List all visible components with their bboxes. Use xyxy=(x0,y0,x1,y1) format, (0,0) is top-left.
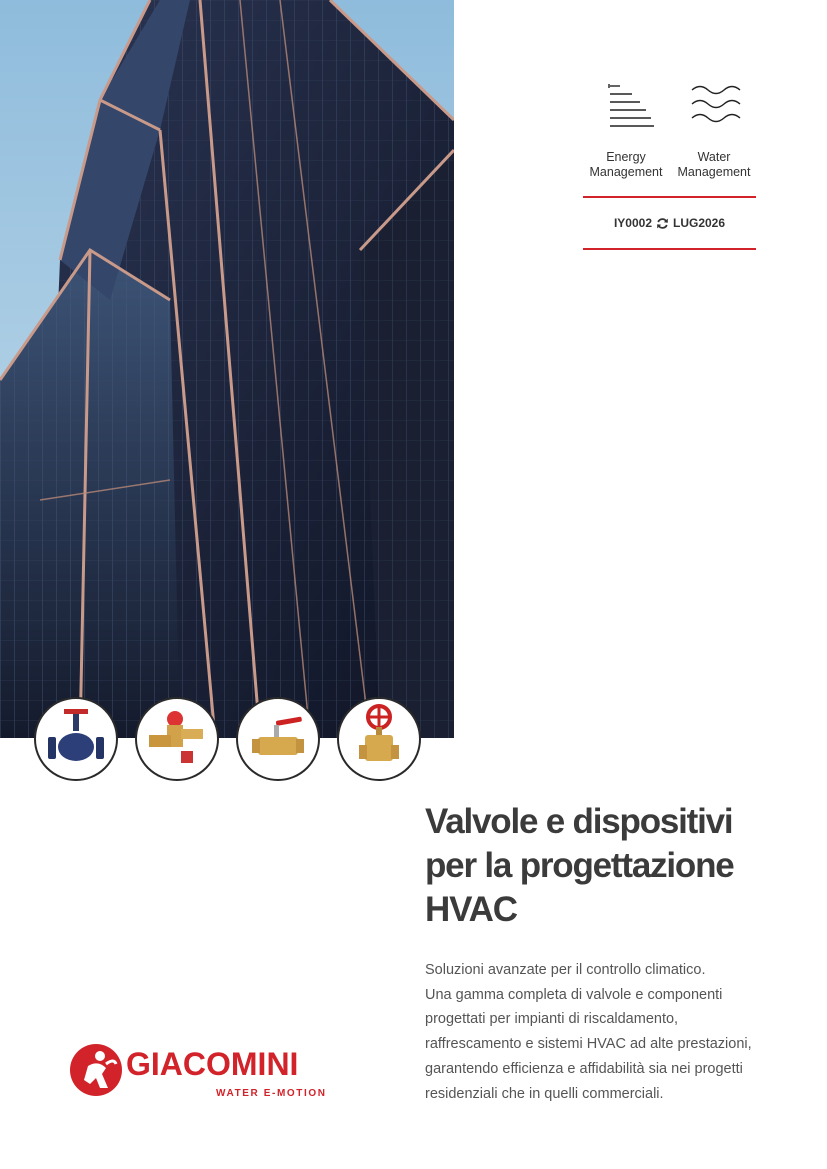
title-line-3: HVAC xyxy=(425,890,517,929)
energy-label-line1: Energy xyxy=(606,150,646,164)
water-management-icon xyxy=(684,80,744,132)
logo-tagline: WATER E-MOTION xyxy=(216,1088,327,1099)
description-line: garantendo efficienza e affidabilità sia nei progetti xyxy=(425,1060,743,1077)
logo-brand: GIACOMINI xyxy=(126,1046,299,1082)
description xyxy=(425,958,800,1106)
title-line-1: Valvole e dispositivi xyxy=(425,802,733,841)
logo-emblem-icon xyxy=(70,1044,122,1096)
product-ball-valve[interactable] xyxy=(236,697,320,781)
code-left: IY0002 xyxy=(613,216,652,230)
product-thumbnails xyxy=(34,697,424,781)
water-management-feature xyxy=(671,80,757,180)
description-line: Soluzioni avanzate per il controllo climatico. xyxy=(425,962,706,978)
refresh-icon xyxy=(656,217,669,230)
product-gate-valve[interactable] xyxy=(337,697,421,781)
description-line: Una gamma completa di valvole e componenti xyxy=(425,986,723,1003)
water-label-line2: Management xyxy=(677,165,751,179)
description-line: raffrescamento e sistemi HVAC ad alte prestazioni, xyxy=(425,1036,752,1053)
product-flanged-globe-valve[interactable] xyxy=(34,697,118,781)
energy-management-icon xyxy=(596,80,656,132)
water-label xyxy=(671,150,757,180)
description-line: residenziali che in quelli commerciali. xyxy=(425,1085,664,1102)
product-code-bar xyxy=(583,196,756,250)
title-line-2: per la progettazione xyxy=(425,846,734,885)
description-line: progettati per impianti di riscaldamento, xyxy=(425,1011,679,1028)
energy-label xyxy=(583,150,669,180)
energy-label-line2: Management xyxy=(589,165,663,179)
hero-building-photo xyxy=(0,0,454,738)
product-angle-valve[interactable] xyxy=(135,697,219,781)
giacomini-logo[interactable] xyxy=(70,1042,360,1102)
energy-management-feature xyxy=(583,80,669,180)
page-title xyxy=(425,800,805,932)
code-right: LUG2026 xyxy=(673,216,726,230)
water-label-line1: Water xyxy=(697,150,731,164)
